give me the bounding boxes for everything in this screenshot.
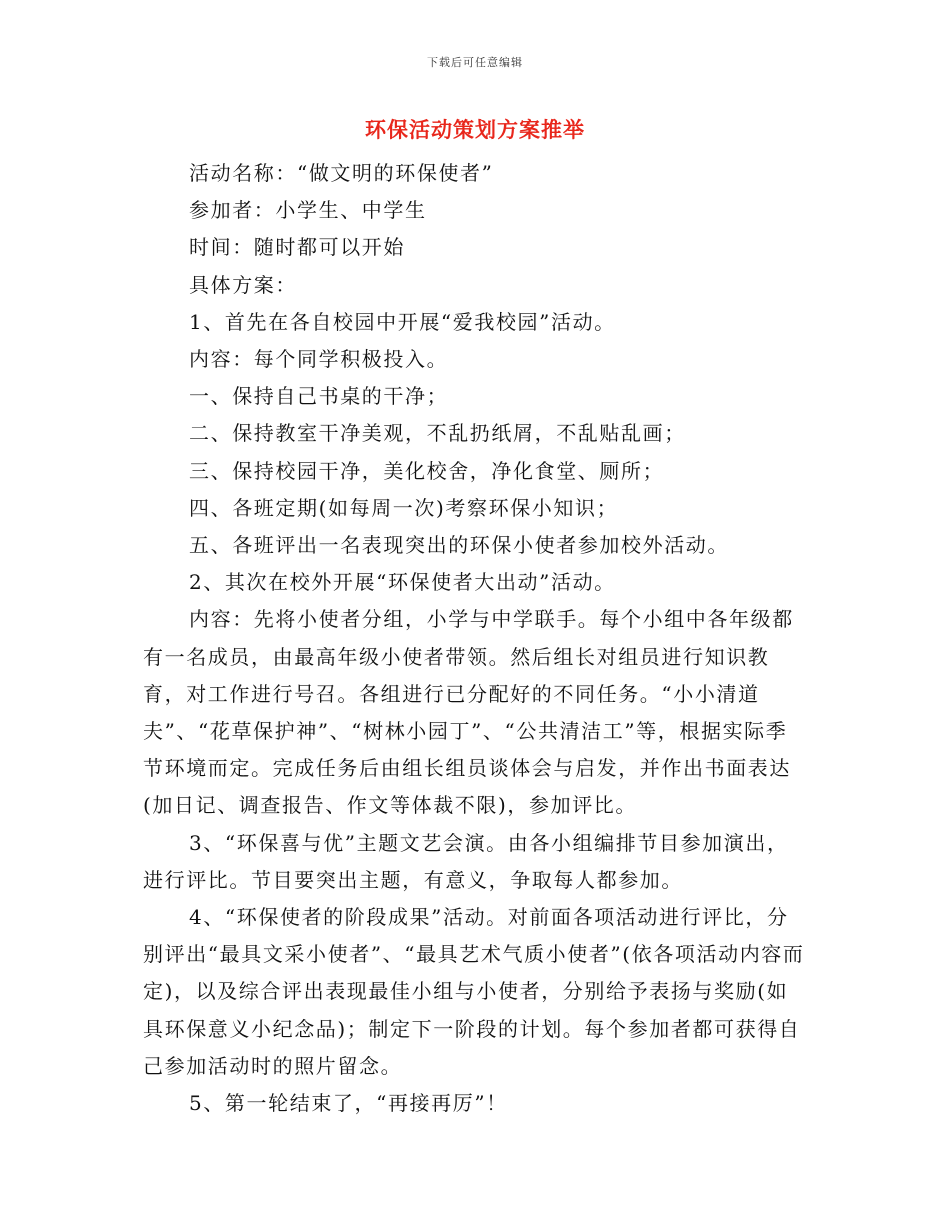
paragraph: 3、“环保喜与优”主题文艺会演。由各小组编排节目参加演出，进行评比。节目要突出主题，有意义，争取每人都参加。 (143, 830, 789, 892)
paragraph: 二、保持教室干净美观，不乱扔纸屑，不乱贴乱画； (189, 421, 686, 446)
paragraph: 四、各班定期(如每周一次)考察环保小知识； (189, 495, 619, 520)
paragraph: 参加者：小学生、中学生 (189, 198, 427, 223)
document-body (143, 155, 807, 1122)
paragraph: 时间：随时都可以开始 (189, 235, 405, 260)
page-header: 下载后可任意编辑 (427, 56, 523, 69)
paragraph: 具体方案： (189, 272, 297, 297)
paragraph: 五、各班评出一名表现突出的环保小使者参加校外活动。 (189, 533, 729, 558)
paragraph: 活动名称：“做文明的环保使者” (189, 161, 494, 185)
paragraph: 三、保持校园干净，美化校舍，净化食堂、厕所； (189, 458, 665, 483)
document-title: 环保活动策划方案推举 (365, 117, 585, 142)
paragraph: 1、首先在各自校园中开展“爱我校园”活动。 (189, 309, 616, 334)
paragraph: 5、第一轮结束了，“再接再厉”！ (189, 1091, 508, 1116)
paragraph: 一、保持自己书桌的干净； (189, 384, 449, 409)
paragraph: 4、“环保使者的阶段成果”活动。对前面各项活动进行评比，分别评出“最具文采小使者”、“最具艺术气质小使者”(依各项活动内容而定)，以及综合评出表现最佳小组与小使者，分别给予表扬与奖励(如具环保意义小纪念品)；制定下一阶段的计划。每个参加者都可获得自己参加活动时的照片留念。 (143, 905, 805, 1078)
paragraph: 内容：每个同学积极投入。 (189, 347, 449, 372)
paragraph: 内容：先将小使者分组，小学与中学联手。每个小组中各年级都有一名成员，由最高年级小使者带领。然后组长对组员进行知识教育，对工作进行号召。各组进行已分配好的不同任务。“小小清道夫”、“花草保护神”、“树林小园丁”、“公共清洁工”等，根据实际季节环境而定。完成任务后由组长组员谈体会与启发，并作出书面表达(加日记、调查报告、作文等体裁不限)，参加评比。 (143, 607, 794, 818)
paragraph: 2、其次在校外开展“环保使者大出动”活动。 (189, 570, 616, 595)
